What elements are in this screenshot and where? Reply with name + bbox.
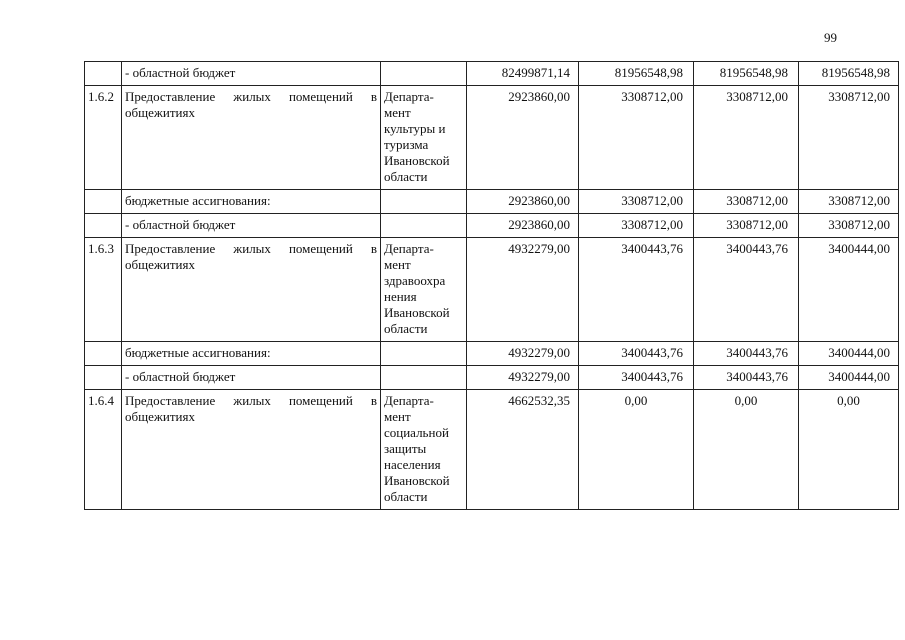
table-row-item [85, 238, 899, 342]
amount-year-4: 3400444,00 [799, 342, 899, 366]
responsible-department [381, 238, 467, 342]
table-row-subtotal [85, 214, 899, 238]
amount-year-3: 0,00 [694, 390, 799, 510]
table-row-subtotal [85, 342, 899, 366]
item-description: бюджетные ассигнования: [122, 342, 381, 366]
item-description: Предоставление жилых помещений в общежитиях [122, 86, 381, 190]
amount-year-4: 0,00 [799, 390, 899, 510]
amount-year-2: 3400443,76 [579, 342, 694, 366]
amount-year-3: 3400443,76 [694, 366, 799, 390]
table-row-item [85, 390, 899, 510]
department-line: области [384, 169, 428, 184]
amount-year-3: 81956548,98 [694, 62, 799, 86]
amount-year-3: 3308712,00 [694, 86, 799, 190]
item-code [85, 214, 122, 238]
amount-year-1: 4932279,00 [467, 238, 579, 342]
item-description: - областной бюджет [122, 214, 381, 238]
department-line: области [384, 489, 428, 504]
department-line: Департа- [384, 241, 434, 256]
item-code: 1.6.3 [85, 238, 122, 342]
budget-table-body [85, 62, 899, 510]
responsible-department [381, 366, 467, 390]
amount-year-2: 81956548,98 [579, 62, 694, 86]
department-line: мент [384, 409, 411, 424]
amount-year-4: 3308712,00 [799, 214, 899, 238]
amount-year-3: 3308712,00 [694, 190, 799, 214]
department-line: области [384, 321, 428, 336]
table-row-subtotal [85, 62, 899, 86]
item-description: Предоставление жилых помещений в общежитиях [122, 238, 381, 342]
responsible-department [381, 86, 467, 190]
amount-year-1: 2923860,00 [467, 190, 579, 214]
department-line: нения [384, 289, 417, 304]
table-row-subtotal [85, 190, 899, 214]
amount-year-1: 4932279,00 [467, 366, 579, 390]
department-line: мент [384, 105, 411, 120]
department-line: Ивановской [384, 153, 450, 168]
amount-year-2: 3400443,76 [579, 366, 694, 390]
item-description: - областной бюджет [122, 366, 381, 390]
department-line: мент [384, 257, 411, 272]
item-code [85, 62, 122, 86]
amount-year-1: 82499871,14 [467, 62, 579, 86]
table-row-item [85, 86, 899, 190]
item-description: бюджетные ассигнования: [122, 190, 381, 214]
department-line: культуры и [384, 121, 446, 136]
amount-year-2: 3400443,76 [579, 238, 694, 342]
department-line: Ивановской [384, 473, 450, 488]
item-description: - областной бюджет [122, 62, 381, 86]
item-code [85, 190, 122, 214]
department-line: защиты [384, 441, 427, 456]
amount-year-1: 4932279,00 [467, 342, 579, 366]
responsible-department [381, 190, 467, 214]
budget-table [84, 61, 899, 510]
page-number: 99 [824, 30, 837, 45]
amount-year-2: 3308712,00 [579, 214, 694, 238]
amount-year-4: 3308712,00 [799, 86, 899, 190]
amount-year-3: 3308712,00 [694, 214, 799, 238]
responsible-department [381, 342, 467, 366]
amount-year-4: 3400444,00 [799, 366, 899, 390]
department-line: населения [384, 457, 441, 472]
amount-year-2: 3308712,00 [579, 190, 694, 214]
amount-year-1: 4662532,35 [467, 390, 579, 510]
item-code [85, 342, 122, 366]
responsible-department [381, 62, 467, 86]
amount-year-2: 3308712,00 [579, 86, 694, 190]
amount-year-1: 2923860,00 [467, 86, 579, 190]
amount-year-4: 3308712,00 [799, 190, 899, 214]
item-code: 1.6.4 [85, 390, 122, 510]
department-line: туризма [384, 137, 429, 152]
responsible-department [381, 390, 467, 510]
amount-year-3: 3400443,76 [694, 238, 799, 342]
item-description: Предоставление жилых помещений в общежитиях [122, 390, 381, 510]
amount-year-4: 81956548,98 [799, 62, 899, 86]
item-code [85, 366, 122, 390]
table-row-subtotal [85, 366, 899, 390]
department-line: Департа- [384, 89, 434, 104]
amount-year-1: 2923860,00 [467, 214, 579, 238]
item-code: 1.6.2 [85, 86, 122, 190]
department-line: Ивановской [384, 305, 450, 320]
amount-year-4: 3400444,00 [799, 238, 899, 342]
department-line: социальной [384, 425, 449, 440]
amount-year-3: 3400443,76 [694, 342, 799, 366]
department-line: Департа- [384, 393, 434, 408]
responsible-department [381, 214, 467, 238]
amount-year-2: 0,00 [579, 390, 694, 510]
department-line: здравоохра [384, 273, 446, 288]
